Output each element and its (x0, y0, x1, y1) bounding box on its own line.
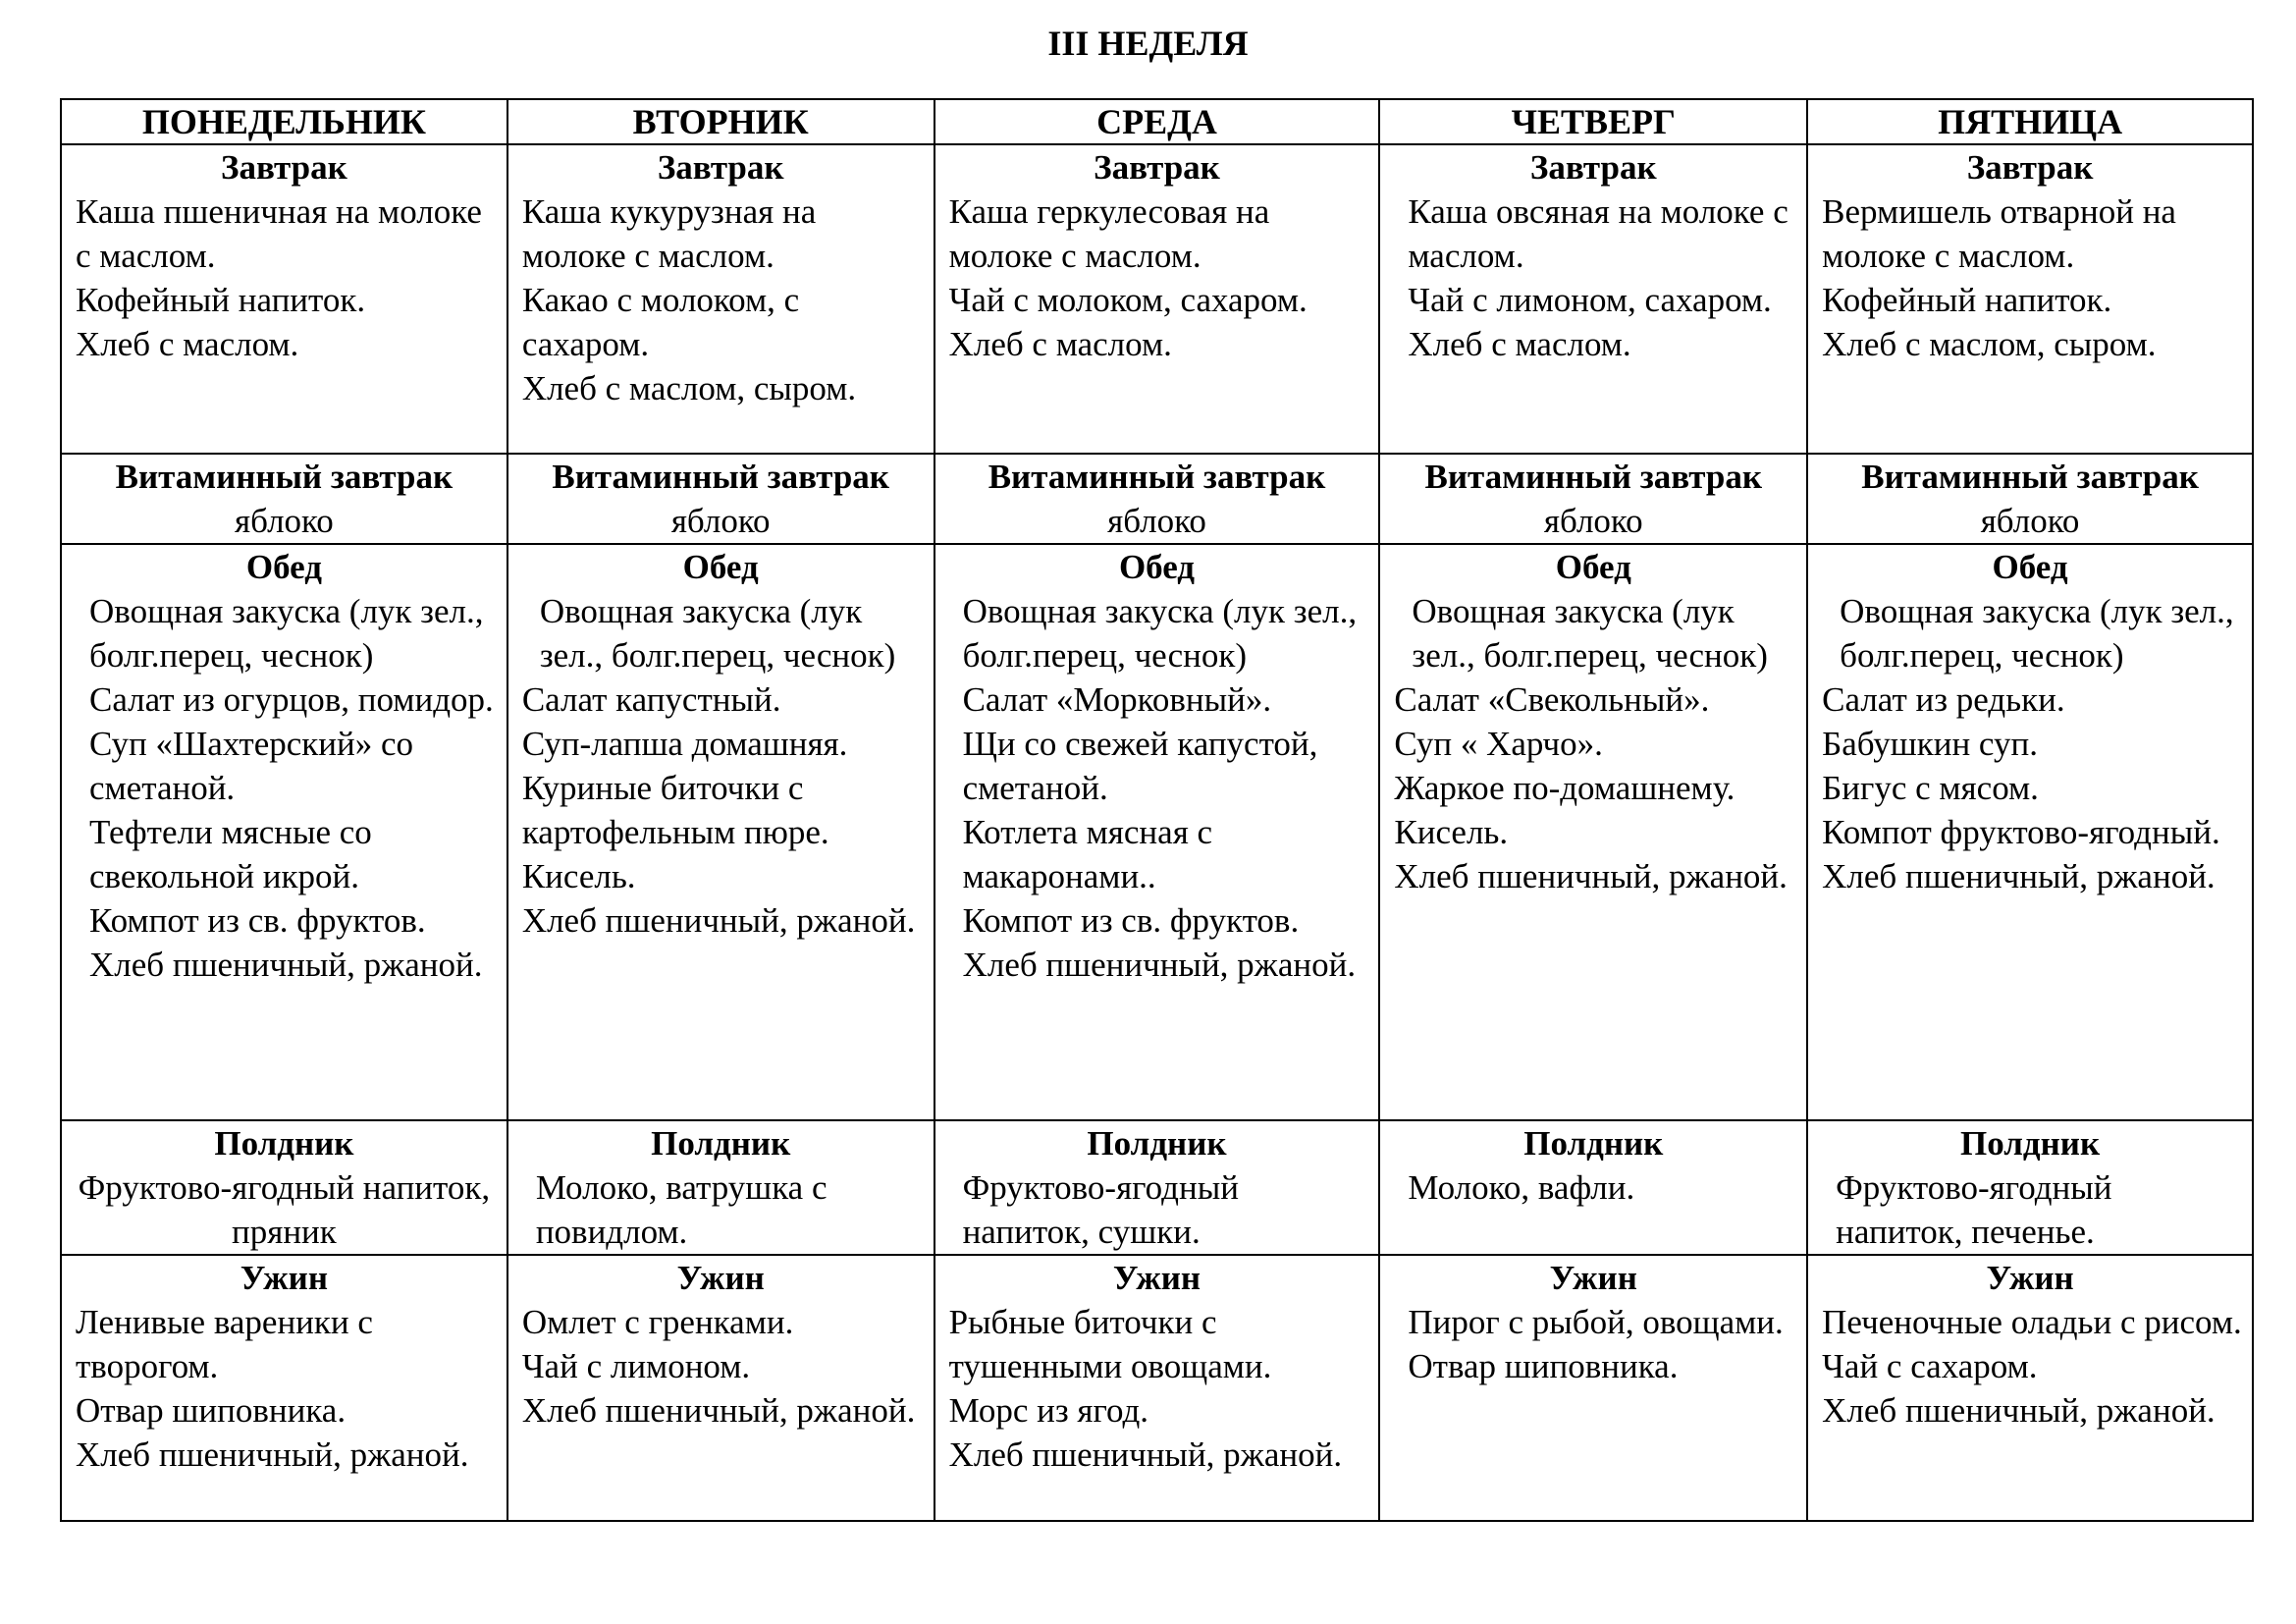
vitamin-cell-tuesday (507, 454, 934, 544)
dish-item: яблоко (1107, 502, 1206, 540)
meal-title: Полдник (651, 1124, 791, 1163)
meal-title: Ужин (1986, 1259, 2074, 1297)
dinner-cell-wednesday (934, 1255, 1380, 1521)
meal-title: Завтрак (1966, 148, 2094, 187)
meal-title: Обед (1992, 548, 2068, 586)
dish-item: Овощная закуска (лук зел., болг.перец, чеснок) (962, 592, 1358, 675)
dish-item: Бигус с мясом. (1822, 769, 2039, 807)
page-title: III НЕДЕЛЯ (1047, 24, 1249, 63)
dish-list (935, 1300, 1379, 1477)
meal-title: Витаминный завтрак (1861, 458, 2199, 496)
snack-cell-monday (61, 1120, 507, 1255)
meal-title: Ужин (1549, 1259, 1637, 1297)
dish-item: Молоко, вафли. (1408, 1168, 1635, 1207)
meal-title: Полдник (1960, 1124, 2101, 1163)
dinner-cell-tuesday (507, 1255, 934, 1521)
dish-item: Хлеб пшеничный, ржаной. (521, 1391, 916, 1430)
meal-title: Ужин (240, 1259, 328, 1297)
dish-list (1380, 1165, 1806, 1210)
dish-item: Каша геркулесовая на молоке с маслом. (948, 192, 1270, 275)
dish-item: Суп «Шахтерский» со сметаной. (89, 725, 414, 807)
dinner-cell-friday (1807, 1255, 2253, 1521)
breakfast-row (61, 144, 2253, 454)
lunch-cell-thursday (1379, 544, 1807, 1120)
dish-list (508, 189, 934, 410)
meal-title: Витаминный завтрак (115, 458, 454, 496)
snack-row (61, 1120, 2253, 1255)
dish-item: Хлеб пшеничный, ржаной. (521, 901, 916, 940)
dinner-cell-thursday (1379, 1255, 1807, 1521)
day-header-wednesday: СРЕДА (934, 99, 1380, 144)
dish-list (1380, 1300, 1806, 1388)
dish-item: Компот фруктово-ягодный. (1822, 813, 2220, 851)
breakfast-cell-thursday (1379, 144, 1807, 454)
dish-item: Каша пшеничная на молоке с маслом. (76, 192, 482, 275)
dish-item: яблоко (235, 502, 334, 540)
day-header-tuesday: ВТОРНИК (507, 99, 934, 144)
day-header-monday: ПОНЕДЕЛЬНИК (61, 99, 507, 144)
dish-item: Овощная закуска (лук зел., болг.перец, чеснок) (89, 592, 484, 675)
dish-item: Тефтели мясные со свекольной икрой. (89, 813, 372, 895)
meal-title: Завтрак (1094, 148, 1220, 187)
dish-item: Рыбные биточки с тушенными овощами. (948, 1303, 1272, 1385)
breakfast-cell-tuesday (507, 144, 934, 454)
dish-item: Какао с молоком, с сахаром. (521, 281, 800, 363)
dish-item: Компот из св. фруктов. (89, 901, 426, 940)
dish-list (935, 1165, 1379, 1254)
dish-item: Салат капустный. (521, 680, 781, 719)
dish-item: Пирог с рыбой, овощами. (1408, 1303, 1784, 1341)
dish-item: Каша кукурузная на молоке с маслом. (521, 192, 817, 275)
dish-item: Суп-лапша домашняя. (521, 725, 848, 763)
breakfast-cell-wednesday (934, 144, 1380, 454)
dish-item: Хлеб пшеничный, ржаной. (76, 1435, 469, 1474)
lunch-row (61, 544, 2253, 1120)
dish-item: Хлеб пшеничный, ржаной. (962, 946, 1357, 984)
dish-item: Хлеб с маслом, сыром. (521, 369, 857, 407)
dish-list (62, 189, 507, 366)
meal-title: Завтрак (221, 148, 347, 187)
dish-item: Кофейный напиток. (1822, 281, 2112, 319)
dish-item: Чай с молоком, сахаром. (948, 281, 1308, 319)
dish-item: Каша овсяная на молоке с маслом. (1408, 192, 1789, 275)
dish-item: Кисель. (1394, 813, 1509, 851)
dish-item: Отвар шиповника. (1408, 1347, 1679, 1385)
breakfast-cell-friday (1807, 144, 2253, 454)
dish-item: яблоко (1980, 502, 2080, 540)
dish-item: Морс из ягод. (948, 1391, 1149, 1430)
meal-title: Витаминный завтрак (1424, 458, 1763, 496)
meal-title: Завтрак (657, 148, 784, 187)
snack-cell-tuesday (507, 1120, 934, 1255)
dish-item: Жаркое по-домашнему. (1394, 769, 1735, 807)
dish-item: Чай с лимоном. (521, 1347, 751, 1385)
dinner-cell-monday (61, 1255, 507, 1521)
dish-item: Чай с сахаром. (1822, 1347, 2038, 1385)
dish-list (1808, 189, 2252, 366)
dish-list (1808, 589, 2252, 898)
dish-item: Хлеб пшеничный, ржаной. (1394, 857, 1788, 895)
dish-item: Фруктово-ягодный напиток, печенье. (1836, 1168, 2112, 1251)
dish-item: Кисель. (521, 857, 636, 895)
dish-item: Вермишель отварной на молоке с маслом. (1822, 192, 2176, 275)
lunch-cell-friday (1807, 544, 2253, 1120)
snack-cell-thursday (1379, 1120, 1807, 1255)
vitamin-cell-wednesday (934, 454, 1380, 544)
dish-item: Салат «Морковный». (962, 680, 1272, 719)
dish-item: Отвар шиповника. (76, 1391, 347, 1430)
dish-list (62, 1300, 507, 1477)
meal-title: Витаминный завтрак (552, 458, 889, 496)
dish-list (1380, 589, 1806, 898)
meal-title: Обед (682, 548, 759, 586)
dish-item: Салат из редьки. (1822, 680, 2065, 719)
vitamin-breakfast-row (61, 454, 2253, 544)
dish-item: Хлеб с маслом. (948, 325, 1172, 363)
vitamin-cell-friday (1807, 454, 2253, 544)
meal-title: Обед (1118, 548, 1195, 586)
meal-title: Ужин (1112, 1259, 1201, 1297)
dish-item: Хлеб пшеничный, ржаной. (1822, 1391, 2216, 1430)
lunch-cell-monday (61, 544, 507, 1120)
dish-item: Хлеб с маслом. (1408, 325, 1631, 363)
dish-item: Бабушкин суп. (1822, 725, 2038, 763)
dish-item: Фруктово-ягодный напиток, сушки. (962, 1168, 1239, 1251)
dish-list (508, 1300, 934, 1433)
dish-item: Кофейный напиток. (76, 281, 366, 319)
dish-item: Ленивые вареники с творогом. (76, 1303, 373, 1385)
dish-item: яблоко (1543, 502, 1643, 540)
dish-item: яблоко (670, 502, 771, 540)
dish-item: Салат из огурцов, помидор. (89, 680, 494, 719)
dish-item: Куриные биточки с картофельным пюре. (521, 769, 829, 851)
lunch-cell-tuesday (507, 544, 934, 1120)
dish-item: Хлеб с маслом. (76, 325, 299, 363)
dish-list (508, 589, 934, 943)
lunch-cell-wednesday (934, 544, 1380, 1120)
meal-title: Обед (1555, 548, 1631, 586)
dish-item: Печеночные оладьи с рисом. (1822, 1303, 2242, 1341)
breakfast-cell-monday (61, 144, 507, 454)
dish-item: Хлеб с маслом, сыром. (1822, 325, 2157, 363)
snack-cell-wednesday (934, 1120, 1380, 1255)
dish-list (508, 1165, 934, 1254)
dish-item: Котлета мясная с макаронами.. (962, 813, 1213, 895)
dish-list (1808, 1300, 2252, 1433)
dish-item: Фруктово-ягодный напиток, пряник (78, 1168, 491, 1251)
snack-cell-friday (1807, 1120, 2253, 1255)
dish-item: Хлеб пшеничный, ржаной. (1822, 857, 2216, 895)
meal-title: Витаминный завтрак (988, 458, 1326, 496)
dish-list (935, 189, 1379, 366)
dish-list (1380, 189, 1806, 366)
dish-item: Овощная закуска (лук зел., болг.перец, чеснок) (1840, 592, 2234, 675)
dish-item: Хлеб пшеничный, ржаной. (948, 1435, 1343, 1474)
meal-title: Ужин (676, 1259, 765, 1297)
dish-list (1808, 1165, 2252, 1254)
dish-item: Суп « Харчо». (1394, 725, 1603, 763)
meal-title: Полдник (1523, 1124, 1664, 1163)
vitamin-cell-thursday (1379, 454, 1807, 544)
meal-title: Завтрак (1529, 148, 1657, 187)
meal-title: Полдник (1087, 1124, 1227, 1163)
dish-item: Чай с лимоном, сахаром. (1408, 281, 1772, 319)
dish-item: Омлет с гренками. (521, 1303, 794, 1341)
dinner-row (61, 1255, 2253, 1521)
weekly-menu-table (60, 98, 2254, 1522)
vitamin-cell-monday (61, 454, 507, 544)
dish-item: Молоко, ватрушка с повидлом. (535, 1168, 828, 1251)
dish-list (62, 589, 507, 987)
meal-title: Обед (245, 548, 322, 586)
dish-item: Компот из св. фруктов. (962, 901, 1300, 940)
day-header-friday: ПЯТНИЦА (1807, 99, 2253, 144)
day-header-thursday: ЧЕТВЕРГ (1379, 99, 1807, 144)
dish-item: Овощная закуска (лук зел., болг.перец, чеснок) (1412, 592, 1768, 675)
dish-list (935, 589, 1379, 987)
dish-item: Хлеб пшеничный, ржаной. (89, 946, 483, 984)
dish-item: Щи со свежей капустой, сметаной. (962, 725, 1318, 807)
day-header-row (61, 99, 2253, 144)
dish-item: Овощная закуска (лук зел., болг.перец, чеснок) (539, 592, 896, 675)
meal-title: Полдник (214, 1124, 354, 1163)
dish-item: Салат «Свекольный». (1394, 680, 1710, 719)
